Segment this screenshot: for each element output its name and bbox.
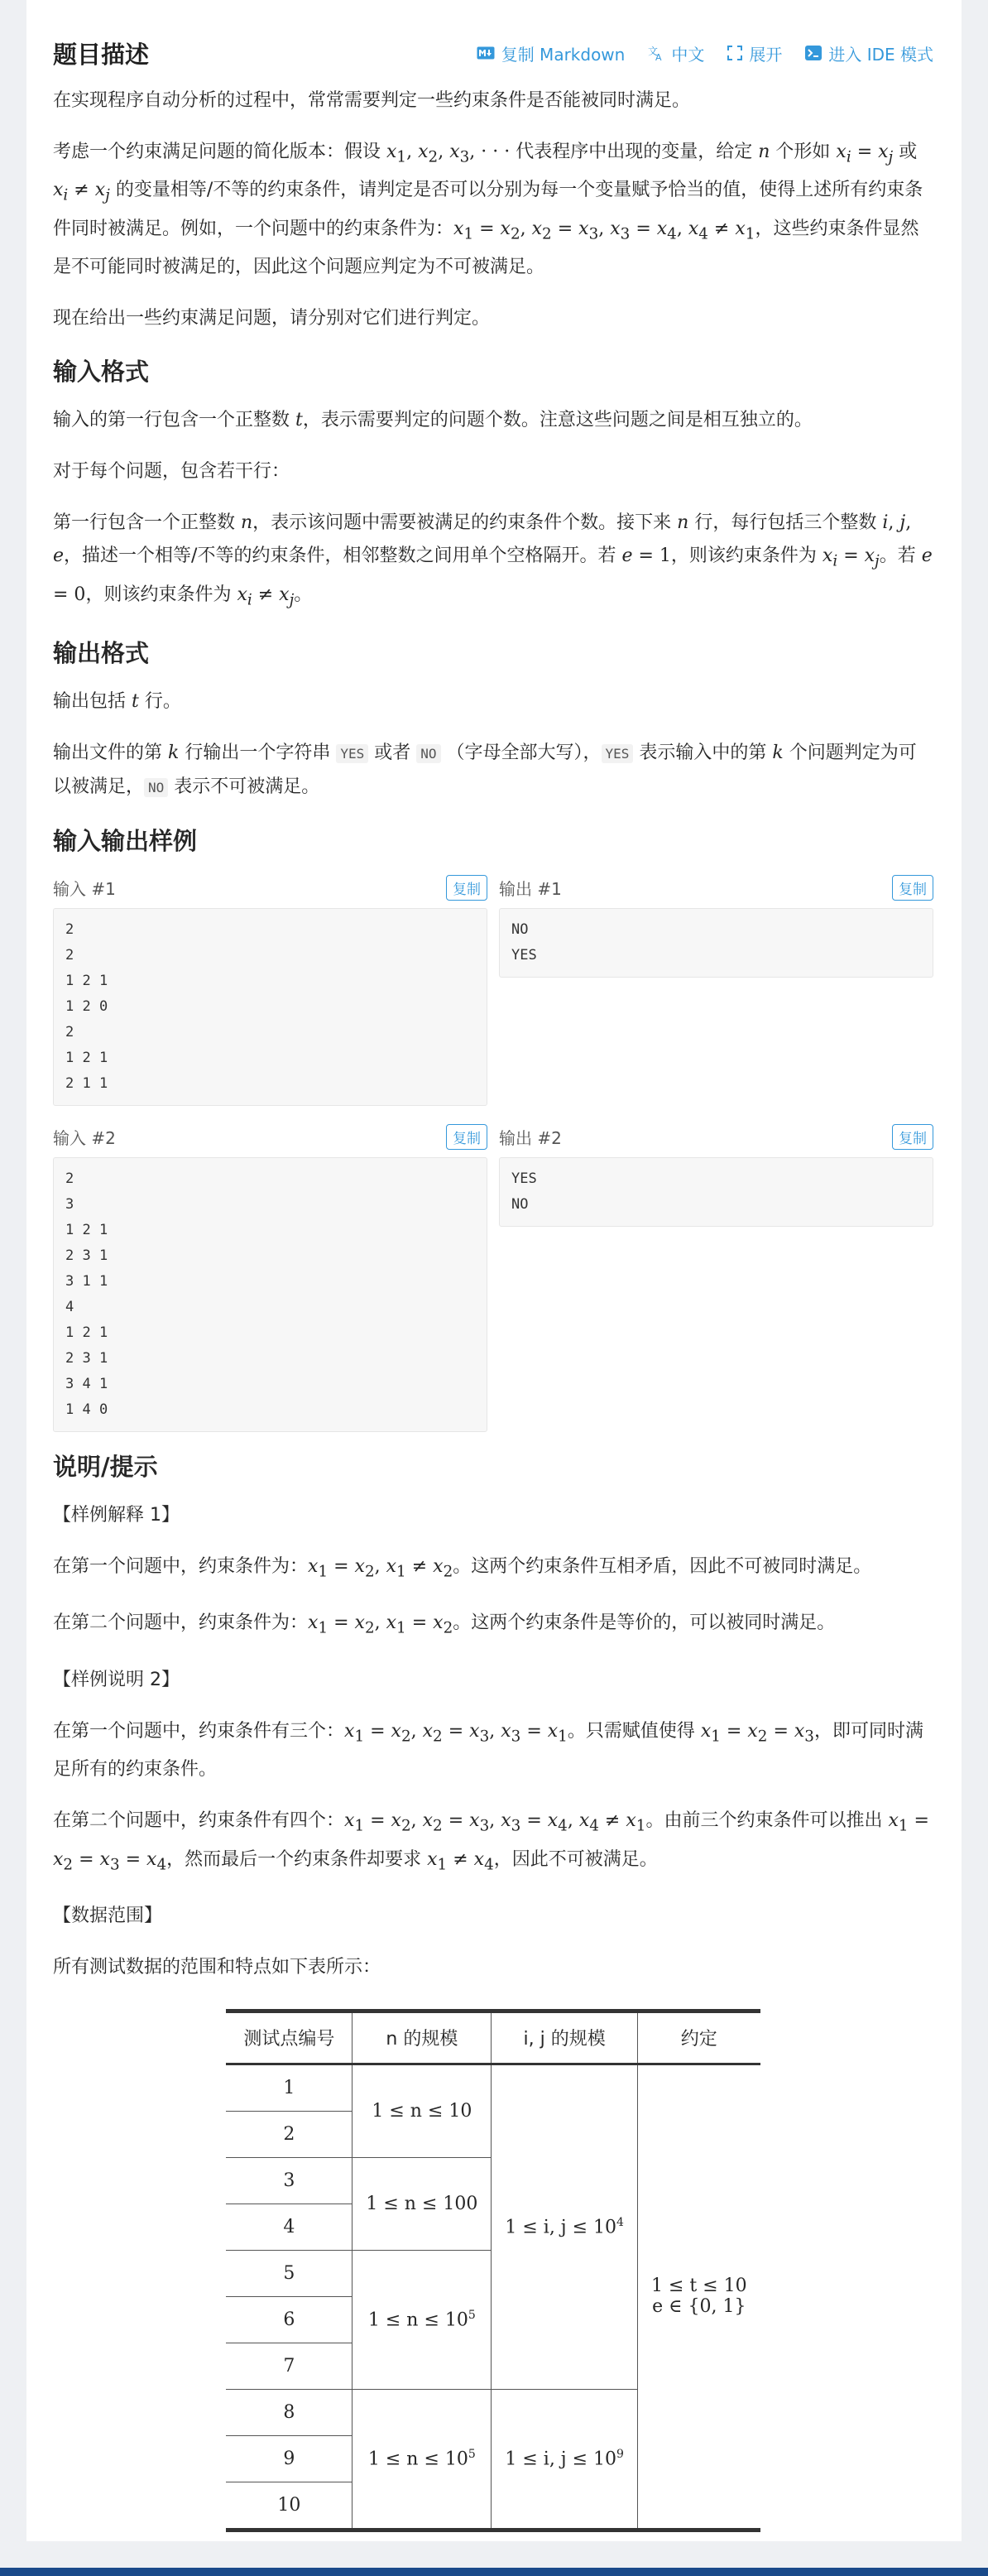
table-cell: 9 xyxy=(226,2435,353,2482)
svg-text:A: A xyxy=(655,52,662,61)
output-p2: 输出文件的第 k 行输出一个字符串 YES 或者 NO （字母全部大写）， YES 表示输入中的第 k 个问题判定为可以被满足， NO 表示不可被满足。 xyxy=(53,742,917,797)
ide-mode-label: 进入 IDE 模式 xyxy=(828,44,933,65)
sample-output-code: YES NO xyxy=(499,1157,933,1227)
desc-p3: 现在给出一些约束满足问题，请分别对它们进行判定。 xyxy=(53,308,491,329)
hint-heading-1: 【样例解释 1】 xyxy=(53,1504,180,1526)
markdown-icon xyxy=(477,46,495,60)
table-header: n 的规模 xyxy=(353,2011,492,2064)
copy-markdown-button[interactable] xyxy=(477,41,626,65)
hint-p3: 在第一个问题中，约束条件有三个：$x_1 = x_2$, $x_2 = x_3$, $x_3 = x_1$。只需赋值使得 $x_1 = x_2 = x_3$，即可同时满足所有的约束条件。 xyxy=(53,1720,923,1781)
language-button[interactable] xyxy=(648,41,704,65)
sample-input-title: 输入 #2 xyxy=(53,1128,116,1149)
input-p2: 对于每个问题，包含若干行： xyxy=(53,461,290,483)
toolbar xyxy=(477,41,933,65)
desc-p2: 考虑一个约束满足问题的简化版本：假设 $x_1$, $x_2$, $x_3$, · · · 代表程序中出现的变量，给定 n 个形如 $x_i = x_j$ 或 $x_i \ne x_j$ 的变量相等/不等的约束条件，请判定是否可以分别为每一个变量赋予恰当的值，使得上述所有约束条件同时被满足。例如，一个问题中的约束条件为：$x_1 = x_2$, $x_2 = x_3$, $x_3 = x_4$, $x_4 \ne x_1$，这些约束条件显然是不可能同时被满足的，因此这个问题应判定为不可被满足。 xyxy=(53,142,923,278)
table-cell: $1 \le n \le 10^5$ xyxy=(353,2250,492,2389)
table-cell: 1 xyxy=(226,2064,353,2111)
sample-input-2 xyxy=(53,1122,487,1432)
sample-input-code: 2 3 1 2 1 2 3 1 3 1 1 4 1 2 1 2 3 1 3 4 1 1 4 0 xyxy=(53,1157,487,1432)
table-cell: 10 xyxy=(226,2482,353,2530)
table-header-row xyxy=(226,2011,760,2064)
data-range-table xyxy=(226,2009,760,2532)
hint-p5: 所有测试数据的范围和特点如下表所示： xyxy=(53,1956,381,1978)
table-cell: 2 xyxy=(226,2111,353,2157)
section-title-samples: 输入输出样例 xyxy=(53,826,198,855)
table-cell: 3 xyxy=(226,2157,353,2204)
table-header: 测试点编号 xyxy=(226,2011,353,2064)
copy-button[interactable]: 复制 xyxy=(892,1124,933,1150)
ide-mode-button[interactable] xyxy=(805,41,933,65)
table-cell: 1 ≤ i, $j \le 10^4$ xyxy=(492,2064,638,2389)
desc-p1: 在实现程序自动分析的过程中，常常需要判定一些约束条件是否能被同时满足。 xyxy=(53,90,691,111)
table-header: i, j 的规模 xyxy=(492,2011,638,2064)
input-p1: 输入的第一行包含一个正整数 t，表示需要判定的问题个数。注意这些问题之间是相互独立的。 xyxy=(53,410,813,431)
sample-row-1 xyxy=(53,873,933,1106)
copy-button[interactable]: 复制 xyxy=(446,1124,487,1150)
sample-output-title: 输出 #2 xyxy=(499,1128,562,1149)
expand-button[interactable] xyxy=(727,41,782,65)
hint-p2: 在第二个问题中，约束条件为：$x_1 = x_2$, $x_1 = x_2$。这两个约束条件是等价的，可以被同时满足。 xyxy=(53,1612,836,1637)
table-cell: 7 xyxy=(226,2343,353,2389)
sample-output-1 xyxy=(499,873,933,1106)
sample-input-1 xyxy=(53,873,487,1106)
svg-text:文: 文 xyxy=(648,46,659,57)
table-header: 约定 xyxy=(637,2011,760,2064)
table-cell: 1 ≤ i, $j \le 10^9$ xyxy=(492,2389,638,2530)
table-cell: 6 xyxy=(226,2296,353,2343)
section-title-hints: 说明/提示 xyxy=(53,1452,158,1481)
copy-button[interactable]: 复制 xyxy=(446,875,487,901)
table-row xyxy=(226,2064,760,2111)
table-cell: 5 xyxy=(226,2250,353,2296)
table-cell: 1 ≤ t ≤ 10 e ∈ {0, 1} xyxy=(637,2064,760,2530)
sample-input-title: 输入 #1 xyxy=(53,879,116,900)
input-p3: 第一行包含一个正整数 n，表示该问题中需要被满足的约束条件个数。接下来 n 行，每行包括三个整数 i, j, e，描述一个相等/不等的约束条件，相邻整数之间用单个空格隔开。若 e = 1，则该约束条件为 $x_i = x_j$。若 e = 0，则该约束条件为 $x_i \ne x_j$。 xyxy=(53,512,933,608)
sample-output-code: NO YES xyxy=(499,908,933,978)
table-cell: $1 \le n \le 10^5$ xyxy=(353,2389,492,2530)
bottom-bar xyxy=(0,2568,988,2576)
table-cell: 4 xyxy=(226,2204,353,2250)
expand-icon xyxy=(727,46,742,60)
hint-heading-3: 【数据范围】 xyxy=(53,1905,163,1926)
copy-markdown-label: 复制 Markdown xyxy=(501,44,626,65)
translate-icon xyxy=(648,45,664,61)
copy-button[interactable]: 复制 xyxy=(892,875,933,901)
sample-output-2 xyxy=(499,1122,933,1432)
terminal-icon xyxy=(805,46,822,60)
table-cell: 1 ≤ n ≤ 10 xyxy=(353,2064,492,2157)
table-cell: 1 ≤ n ≤ 100 xyxy=(353,2157,492,2250)
output-p1: 输出包括 t 行。 xyxy=(53,690,181,712)
section-title-input: 输入格式 xyxy=(53,358,150,387)
section-title-desc: 题目描述 xyxy=(53,40,150,69)
sample-input-code: 2 2 1 2 1 1 2 0 2 1 2 1 2 1 1 xyxy=(53,908,487,1106)
hint-heading-2: 【样例说明 2】 xyxy=(53,1669,180,1690)
problem-card xyxy=(26,0,962,2541)
sample-output-title: 输出 #1 xyxy=(499,879,562,900)
section-title-output: 输出格式 xyxy=(53,638,150,667)
hint-p1: 在第一个问题中，约束条件为：$x_1 = x_2$, $x_1 \ne x_2$。这两个约束条件互相矛盾，因此不可被同时满足。 xyxy=(53,1555,872,1581)
desc-header xyxy=(53,33,933,73)
table-cell: 8 xyxy=(226,2389,353,2435)
expand-label: 展开 xyxy=(749,44,783,65)
language-label: 中文 xyxy=(671,44,705,65)
sample-row-2 xyxy=(53,1122,933,1432)
hint-p4: 在第二个问题中，约束条件有四个：$x_1 = x_2$, $x_2 = x_3$, $x_3 = x_4$, $x_4 \ne x_1$。由前三个约束条件可以推出 $x_1 = x_2 = x_3 = x_4$，然而最后一个约束条件却要求 $x_1 \ne x_4$，因此不可被满足。 xyxy=(53,1810,929,1873)
